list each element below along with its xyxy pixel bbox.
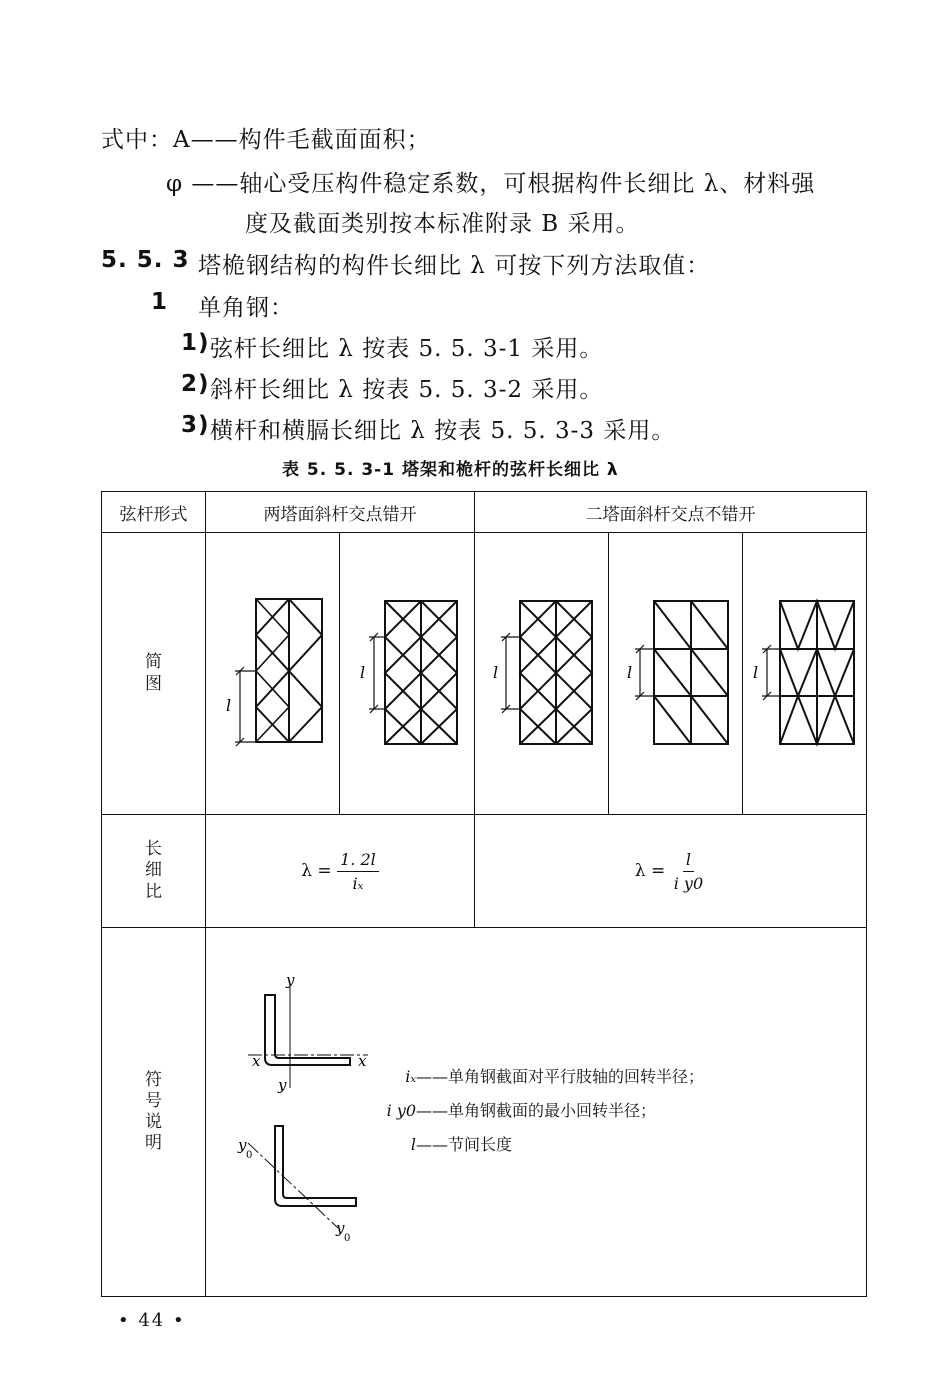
formula-lhs: λ = [634, 860, 666, 881]
axis-y-label-bottom: y [278, 1076, 287, 1094]
dim-label-l: l [226, 696, 232, 715]
legend-item: i y0——单角钢截面的最小回转半径； [386, 1101, 657, 1120]
truss-diagram-3 [475, 533, 609, 809]
dim-label-l: l [753, 663, 759, 682]
truss-diagram-1 [206, 533, 340, 809]
axis-y0-label-top: y [238, 1136, 247, 1154]
formula-fraction-1 [337, 850, 379, 893]
formula-2-denominator: i y0 [673, 873, 704, 893]
text-line-1: 式中：A——构件毛截面面积； [101, 127, 431, 153]
axis-y0-sub-bottom: 0 [344, 1233, 351, 1244]
text-line-2: φ ——轴心受压构件稳定系数，可根据构件长细比 λ、材料强 [166, 171, 816, 197]
truss-diagram-5 [743, 533, 867, 809]
legend-item: l——节间长度 [410, 1135, 513, 1154]
clause-number: 5. 5. 3 [101, 247, 190, 273]
formula-fraction-2 [671, 850, 706, 893]
diagram-non-staggered-x [475, 533, 609, 815]
formula-non-staggered [475, 815, 867, 928]
sub-item-3-number: 3) [181, 412, 210, 438]
axis-y0-sub-top: 0 [246, 1150, 253, 1161]
table-caption: 表 5. 5. 3-1 塔架和桅杆的弦杆长细比 λ [282, 460, 619, 480]
sub-item-2-number: 2) [181, 371, 210, 397]
text-line-3: 度及截面类别按本标准附录 B 采用。 [245, 211, 640, 237]
item-text: 单角钢： [198, 295, 294, 321]
sub-item-1-text: 弦杆长细比 λ 按表 5. 5. 3-1 采用。 [210, 336, 604, 362]
formula-staggered [206, 815, 475, 928]
formula-2-numerator: l [683, 850, 694, 872]
row-label-symbols: 符号说明 [102, 928, 206, 1297]
sub-item-2-text: 斜杆长细比 λ 按表 5. 5. 3-2 采用。 [210, 377, 604, 403]
axis-x-label-left: x [252, 1052, 261, 1070]
axis-y-label-top: y [286, 971, 295, 989]
angle-section-diagram [218, 928, 378, 1295]
sub-item-3-text: 横杆和横膈长细比 λ 按表 5. 5. 3-3 采用。 [210, 418, 676, 444]
formula-lhs: λ = [301, 860, 332, 881]
row-label-slenderness: 长细比 [102, 815, 206, 928]
truss-diagram-4 [609, 533, 743, 809]
row-label-diagram: 简图 [102, 533, 206, 815]
legend-item: iₓ——单角钢截面对平行肢轴的回转半径； [405, 1067, 705, 1086]
header-staggered: 两塔面斜杆交点错开 [206, 492, 475, 533]
header-non-staggered: 二塔面斜杆交点不错开 [475, 492, 867, 533]
page-number: • 44 • [118, 1310, 186, 1331]
dim-label-l: l [627, 663, 633, 682]
symbol-legend [376, 1064, 704, 1166]
formula-1-numerator: 1. 2l [337, 850, 379, 872]
header-chord-form: 弦杆形式 [102, 492, 206, 533]
formula-1-denominator: iₓ [352, 873, 364, 893]
item-number: 1 [151, 289, 169, 315]
symbols-cell [206, 928, 867, 1297]
slenderness-table [101, 491, 867, 1297]
truss-diagram-2 [340, 533, 475, 809]
diagram-non-staggered-k [743, 533, 867, 815]
axis-x-label-right: x [358, 1052, 367, 1070]
dim-label-l: l [360, 663, 366, 682]
axis-y0-label-bottom: y [336, 1219, 345, 1237]
diagram-staggered-x [340, 533, 475, 815]
dim-label-l: l [493, 663, 499, 682]
diagram-staggered-k [206, 533, 340, 815]
diagram-non-staggered-single [609, 533, 743, 815]
sub-item-1-number: 1) [181, 330, 210, 356]
clause-text: 塔桅钢结构的构件长细比 λ 可按下列方法取值： [198, 253, 711, 279]
